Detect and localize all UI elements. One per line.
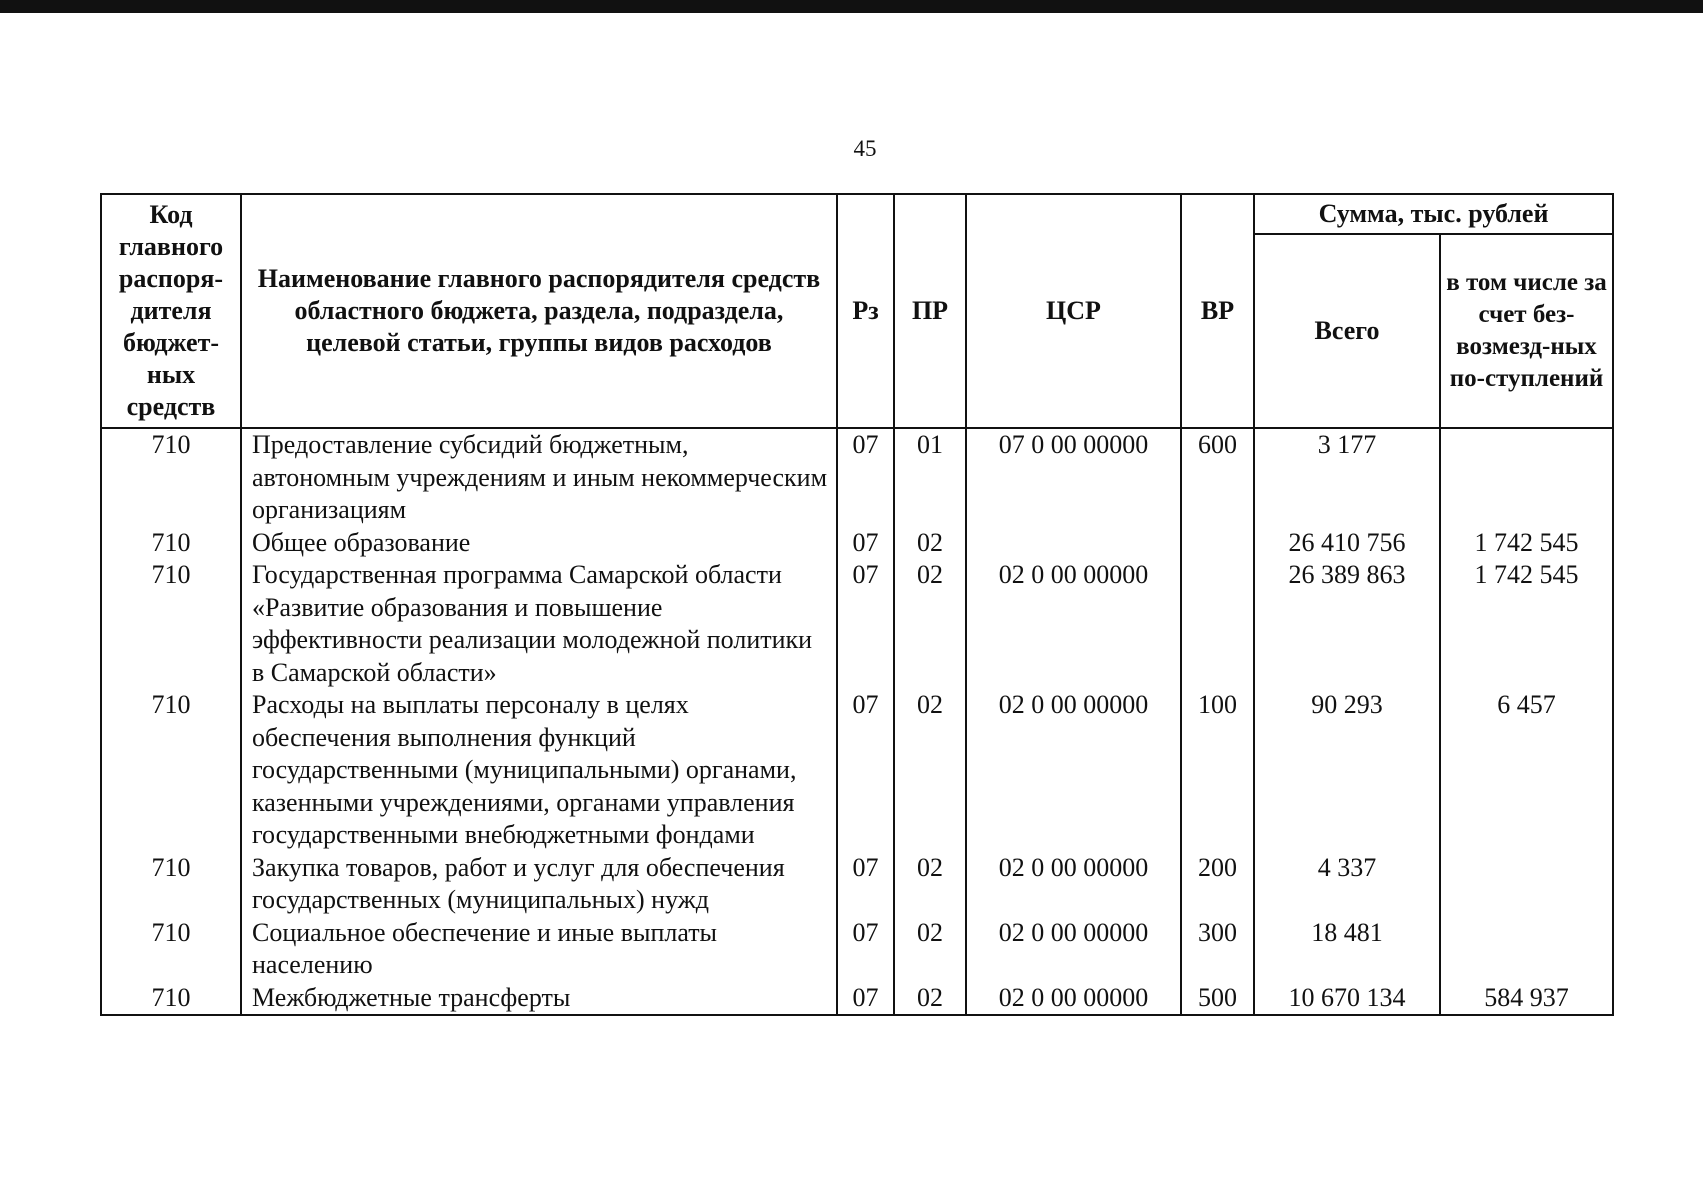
- row-vr: 300: [1181, 917, 1254, 982]
- row-name: Социальное обеспечение и иные выплаты населению: [241, 917, 837, 982]
- header-gratuitous: в том числе за счет без-возмезд-ных по-ступлений: [1440, 234, 1613, 428]
- row-pr: 01: [894, 428, 966, 527]
- row-csr: [966, 527, 1181, 560]
- row-gratuitous: [1440, 917, 1613, 982]
- row-code: 710: [101, 527, 241, 560]
- row-vr: 100: [1181, 689, 1254, 852]
- row-rz: 07: [837, 559, 894, 689]
- row-gratuitous: 6 457: [1440, 689, 1613, 852]
- row-name: Общее образование: [241, 527, 837, 560]
- row-total: 26 410 756: [1254, 527, 1440, 560]
- table-row: [101, 428, 1613, 527]
- header-csr: ЦСР: [966, 194, 1181, 428]
- row-rz: 07: [837, 982, 894, 1016]
- row-vr: 200: [1181, 852, 1254, 917]
- table-row: [101, 559, 1613, 689]
- row-csr: 07 0 00 00000: [966, 428, 1181, 527]
- header-pr: ПР: [894, 194, 966, 428]
- table-row: [101, 689, 1613, 852]
- row-gratuitous: [1440, 852, 1613, 917]
- row-total: 26 389 863: [1254, 559, 1440, 689]
- page-number: 45: [853, 136, 877, 161]
- row-pr: 02: [894, 982, 966, 1016]
- row-gratuitous: 584 937: [1440, 982, 1613, 1016]
- row-csr: 02 0 00 00000: [966, 917, 1181, 982]
- row-pr: 02: [894, 559, 966, 689]
- header-total: Всего: [1254, 234, 1440, 428]
- row-code: 710: [101, 982, 241, 1016]
- table-body: [101, 428, 1613, 1015]
- row-pr: 02: [894, 689, 966, 852]
- row-rz: 07: [837, 852, 894, 917]
- header-rz: Рз: [837, 194, 894, 428]
- row-total: 3 177: [1254, 428, 1440, 527]
- row-name: Предоставление субсидий бюджетным, автономным учреждениям и иным некоммерческим организациям: [241, 428, 837, 527]
- row-vr: 600: [1181, 428, 1254, 527]
- table-row: [101, 527, 1613, 560]
- row-name: Закупка товаров, работ и услуг для обеспечения государственных (муниципальных) нужд: [241, 852, 837, 917]
- row-total: 10 670 134: [1254, 982, 1440, 1016]
- row-rz: 07: [837, 527, 894, 560]
- row-code: 710: [101, 852, 241, 917]
- table-row: [101, 982, 1613, 1016]
- row-rz: 07: [837, 917, 894, 982]
- row-name: Расходы на выплаты персоналу в целях обеспечения выполнения функций государственными (муниципальными) органами, казенными учреждениями, органами управления государственными внебюджетными фондами: [241, 689, 837, 852]
- row-vr: [1181, 559, 1254, 689]
- header-sum-group: Сумма, тыс. рублей: [1254, 194, 1613, 234]
- row-gratuitous: 1 742 545: [1440, 559, 1613, 689]
- row-csr: 02 0 00 00000: [966, 689, 1181, 852]
- row-total: 90 293: [1254, 689, 1440, 852]
- row-vr: [1181, 527, 1254, 560]
- table-row: [101, 917, 1613, 982]
- row-total: 18 481: [1254, 917, 1440, 982]
- row-name: Государственная программа Самарской области «Развитие образования и повышение эффективности реализации молодежной политики в Самарской области»: [241, 559, 837, 689]
- scan-top-border: [0, 0, 1703, 13]
- row-csr: 02 0 00 00000: [966, 982, 1181, 1016]
- row-csr: 02 0 00 00000: [966, 559, 1181, 689]
- row-gratuitous: 1 742 545: [1440, 527, 1613, 560]
- row-code: 710: [101, 428, 241, 527]
- row-rz: 07: [837, 689, 894, 852]
- budget-table: [100, 193, 1614, 1016]
- row-csr: 02 0 00 00000: [966, 852, 1181, 917]
- row-pr: 02: [894, 917, 966, 982]
- header-vr: ВР: [1181, 194, 1254, 428]
- row-code: 710: [101, 917, 241, 982]
- row-rz: 07: [837, 428, 894, 527]
- row-pr: 02: [894, 852, 966, 917]
- header-code: Код главного распоря-дителя бюджет-ных средств: [101, 194, 241, 428]
- row-code: 710: [101, 689, 241, 852]
- table-row: [101, 852, 1613, 917]
- row-name: Межбюджетные трансферты: [241, 982, 837, 1016]
- row-vr: 500: [1181, 982, 1254, 1016]
- header-name: Наименование главного распорядителя средств областного бюджета, раздела, подраздела, целевой статьи, группы видов расходов: [241, 194, 837, 428]
- row-code: 710: [101, 559, 241, 689]
- row-total: 4 337: [1254, 852, 1440, 917]
- row-pr: 02: [894, 527, 966, 560]
- row-gratuitous: [1440, 428, 1613, 527]
